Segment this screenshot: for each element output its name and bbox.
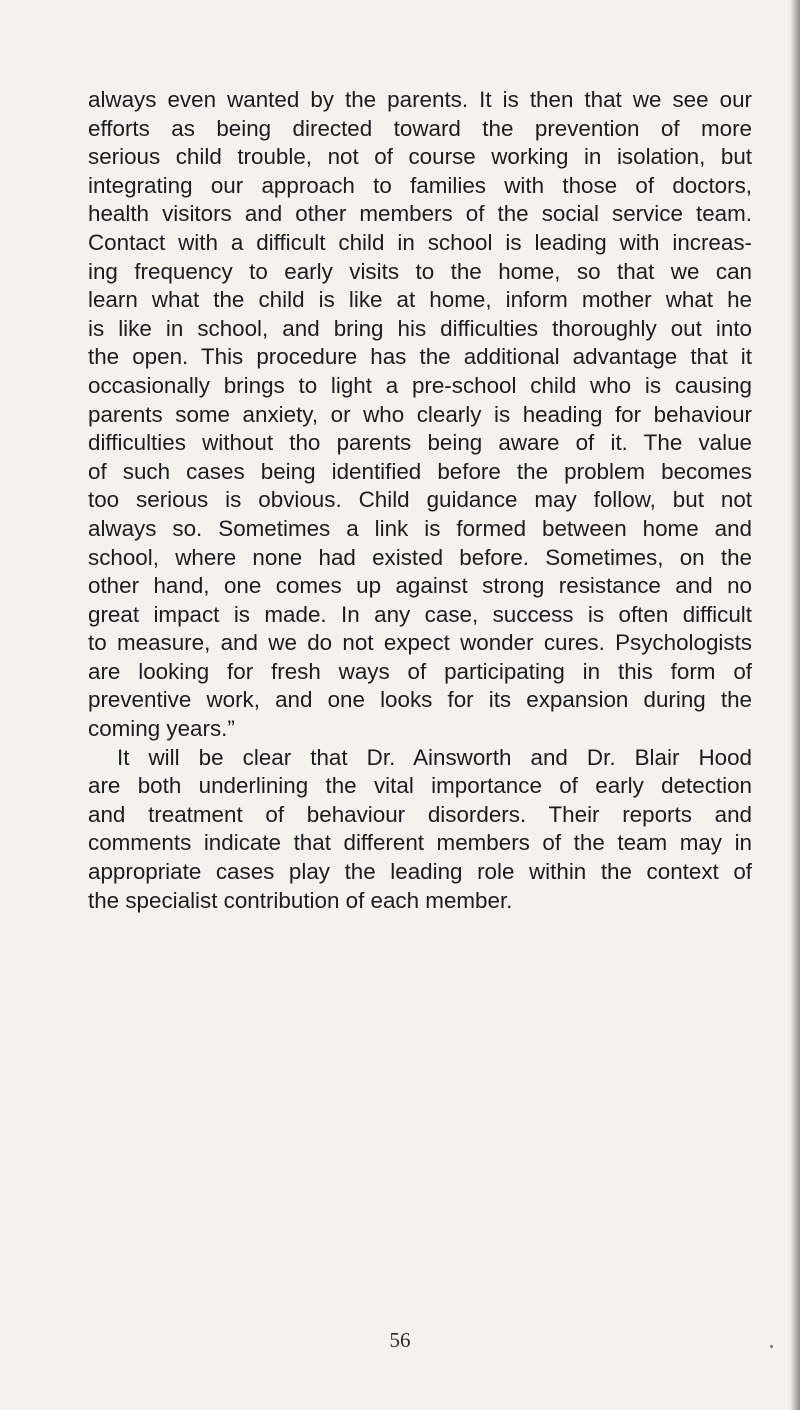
- text-line: other hand, one comes up against strong resistance and no: [88, 573, 752, 599]
- text-line: great impact is made. In any case, success is often difficult: [88, 601, 752, 627]
- text-line: serious child trouble, not of course working in isolation, but: [88, 144, 752, 170]
- text-line: comments indicate that different members of the team may in: [88, 830, 752, 856]
- page-number: 56: [389, 1328, 411, 1352]
- text-line: the specialist contribution of each member.: [88, 887, 513, 913]
- text-line: efforts as being directed toward the prevention of more: [88, 115, 752, 141]
- paragraph-1: [88, 86, 752, 744]
- text-line: always so. Sometimes a link is formed between home and: [88, 515, 752, 541]
- text-line: is like in school, and bring his difficulties thoroughly out into: [88, 315, 752, 341]
- paragraph-2: [88, 744, 752, 916]
- text-line: Contact with a difficult child in school is leading with increas-: [88, 229, 752, 255]
- text-line: the open. This procedure has the additional advantage that it: [88, 344, 752, 370]
- text-line: integrating our approach to families with those of doctors,: [88, 172, 752, 198]
- text-line: always even wanted by the parents. It is then that we see our: [88, 87, 752, 112]
- text-line: are looking for fresh ways of participating in this form of: [88, 658, 752, 684]
- text-line: parents some anxiety, or who clearly is heading for behaviour: [88, 401, 752, 427]
- stray-mark: [770, 1345, 773, 1348]
- text-line: difficulties without tho parents being aware of it. The value: [88, 430, 752, 456]
- text-line: and treatment of behaviour disorders. Their reports and: [88, 801, 752, 827]
- text-line: coming years.”: [88, 716, 235, 742]
- text-line: appropriate cases play the leading role within the context of: [88, 859, 752, 885]
- page-edge-shadow: [790, 0, 800, 1410]
- body-text: [88, 86, 752, 915]
- text-line: to measure, and we do not expect wonder cures. Psychologists: [88, 630, 752, 656]
- text-line: It will be clear that Dr. Ainsworth and Dr. Blair Hood: [117, 744, 752, 770]
- text-line: too serious is obvious. Child guidance may follow, but not: [88, 487, 752, 513]
- text-line: occasionally brings to light a pre-school child who is causing: [88, 372, 752, 398]
- text-line: learn what the child is like at home, inform mother what he: [88, 287, 752, 313]
- text-line: are both underlining the vital importance of early detection: [88, 773, 752, 799]
- text-line: health visitors and other members of the social service team.: [88, 201, 752, 227]
- text-line: school, where none had existed before. Sometimes, on the: [88, 544, 752, 570]
- text-line: ing frequency to early visits to the home, so that we can: [88, 258, 752, 284]
- text-line: of such cases being identified before the problem becomes: [88, 458, 752, 484]
- text-line: preventive work, and one looks for its expansion during the: [88, 687, 752, 713]
